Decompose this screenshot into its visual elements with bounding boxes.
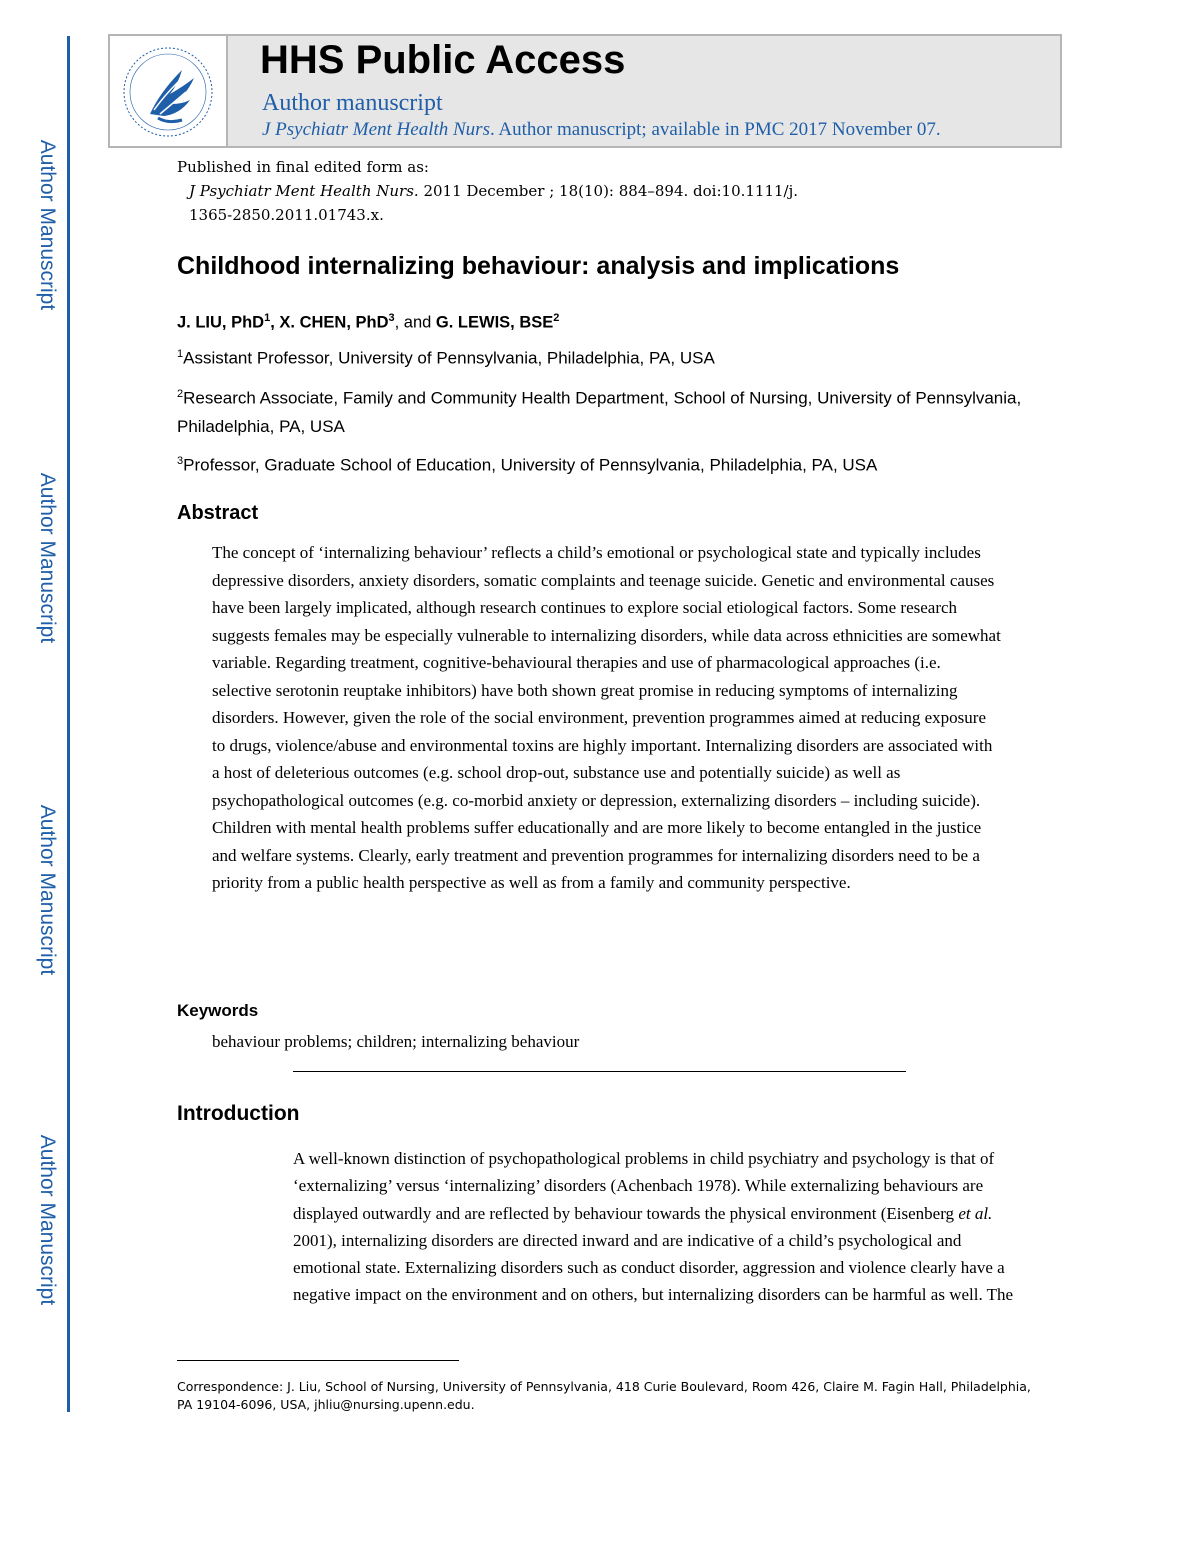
abstract-body: The concept of ‘internalizing behaviour’ reflects a child’s emotional or psychological state and typically includes depressive disorders, anxiety disorders, somatic complaints and teenage suicide. Genetic and environmental causes have been largely implicated, although research continues to explore social etiological factors. Some research suggests females may be especially vulnerable to internalizing disorders, while data across ethnicities are somewhat variable. Regarding treatment, cognitive-behavioural therapies and use of pharmacological approaches (i.e. selective serotonin reuptake inhibitors) have both shown great promise in reducing symptoms of internalizing disorders. However, given the role of the social environment, prevention programmes aimed at reducing exposure to drugs, violence/abuse and environmental toxins are highly important. Internalizing disorders are associated with a host of deleterious outcomes (e.g. school drop-out, substance use and potentially suicide) as well as psychopathological outcomes (e.g. co-morbid anxiety or depression, externalizing disorders – including suicide). Children with mental health problems suffer educationally and are more likely to become entangled in the justice and welfare systems. Clearly, early treatment and prevention programmes for internalizing disorders need to be a priority from a public health perspective as well as from a family and community perspective.	[212, 543, 1001, 892]
introduction-body: A well-known distinction of psychopathological problems in child psychiatry and psychology is that of ‘externalizing’ versus ‘internalizing’ disorders (Achenbach 1978). While externalizing behaviours are displayed outwardly and are reflected by behaviour towards the physical environment (Eisenberg et al. 2001), internalizing disorders are directed inward and are indicative of a child’s psychological and emotional state. Externalizing disorders such as conduct disorder, aggression and violence clearly have a negative impact on the environment and on others, but internalizing disorders can be harmful as well. The	[293, 1149, 1014, 1305]
correspondence-footnote: Correspondence: J. Liu, School of Nursing, University of Pennsylvania, 418 Curie Boulevard, Room 426, Claire M. Fagin Hall, Philadelphia, PA 19104-6096, USA, jhliu@nursing.upenn.edu.	[177, 1379, 1031, 1412]
affiliation-2: $^2$Research Associate, Family and Community Health Department, School of Nursing, University of Pennsylvania, Philadelphia, PA, USA	[177, 388, 1022, 436]
author-manuscript-subtitle: Author manuscript	[262, 90, 443, 116]
keywords-heading: Keywords	[177, 1001, 259, 1020]
section-divider	[293, 1071, 906, 1072]
hhs-eagle-seal-icon	[120, 44, 216, 140]
hhs-logo	[110, 36, 228, 146]
introduction-heading: Introduction	[177, 1102, 300, 1125]
author-list: J. LIU, PhD$^1$, X. CHEN, PhD$^3$, and G. LEWIS, BSE$^2$	[177, 312, 560, 332]
abstract-heading: Abstract	[177, 502, 259, 524]
hhs-header	[108, 34, 1062, 148]
publication-info: Published in final edited form as: J Psychiatr Ment Health Nurs. 2011 December ; 18(10): 884–894. doi:10.1111/j. 1365-2850.2011.01743.x.	[177, 158, 799, 224]
availability-line: J Psychiatr Ment Health Nurs. Author manuscript; available in PMC 2017 November 07.	[262, 119, 941, 140]
article-title: Childhood internalizing behaviour: analysis and implications	[177, 252, 900, 280]
margin-rule	[67, 36, 70, 1412]
affiliation-1: $^1$Assistant Professor, University of Pennsylvania, Philadelphia, PA, USA	[177, 348, 715, 368]
footnote-rule	[177, 1360, 459, 1361]
keywords-list: behaviour problems; children; internalizing behaviour	[212, 1032, 580, 1051]
hhs-title: HHS Public Access	[260, 38, 626, 82]
affiliation-3: $^3$Professor, Graduate School of Education, University of Pennsylvania, Philadelphia, PA, USA	[177, 455, 878, 475]
